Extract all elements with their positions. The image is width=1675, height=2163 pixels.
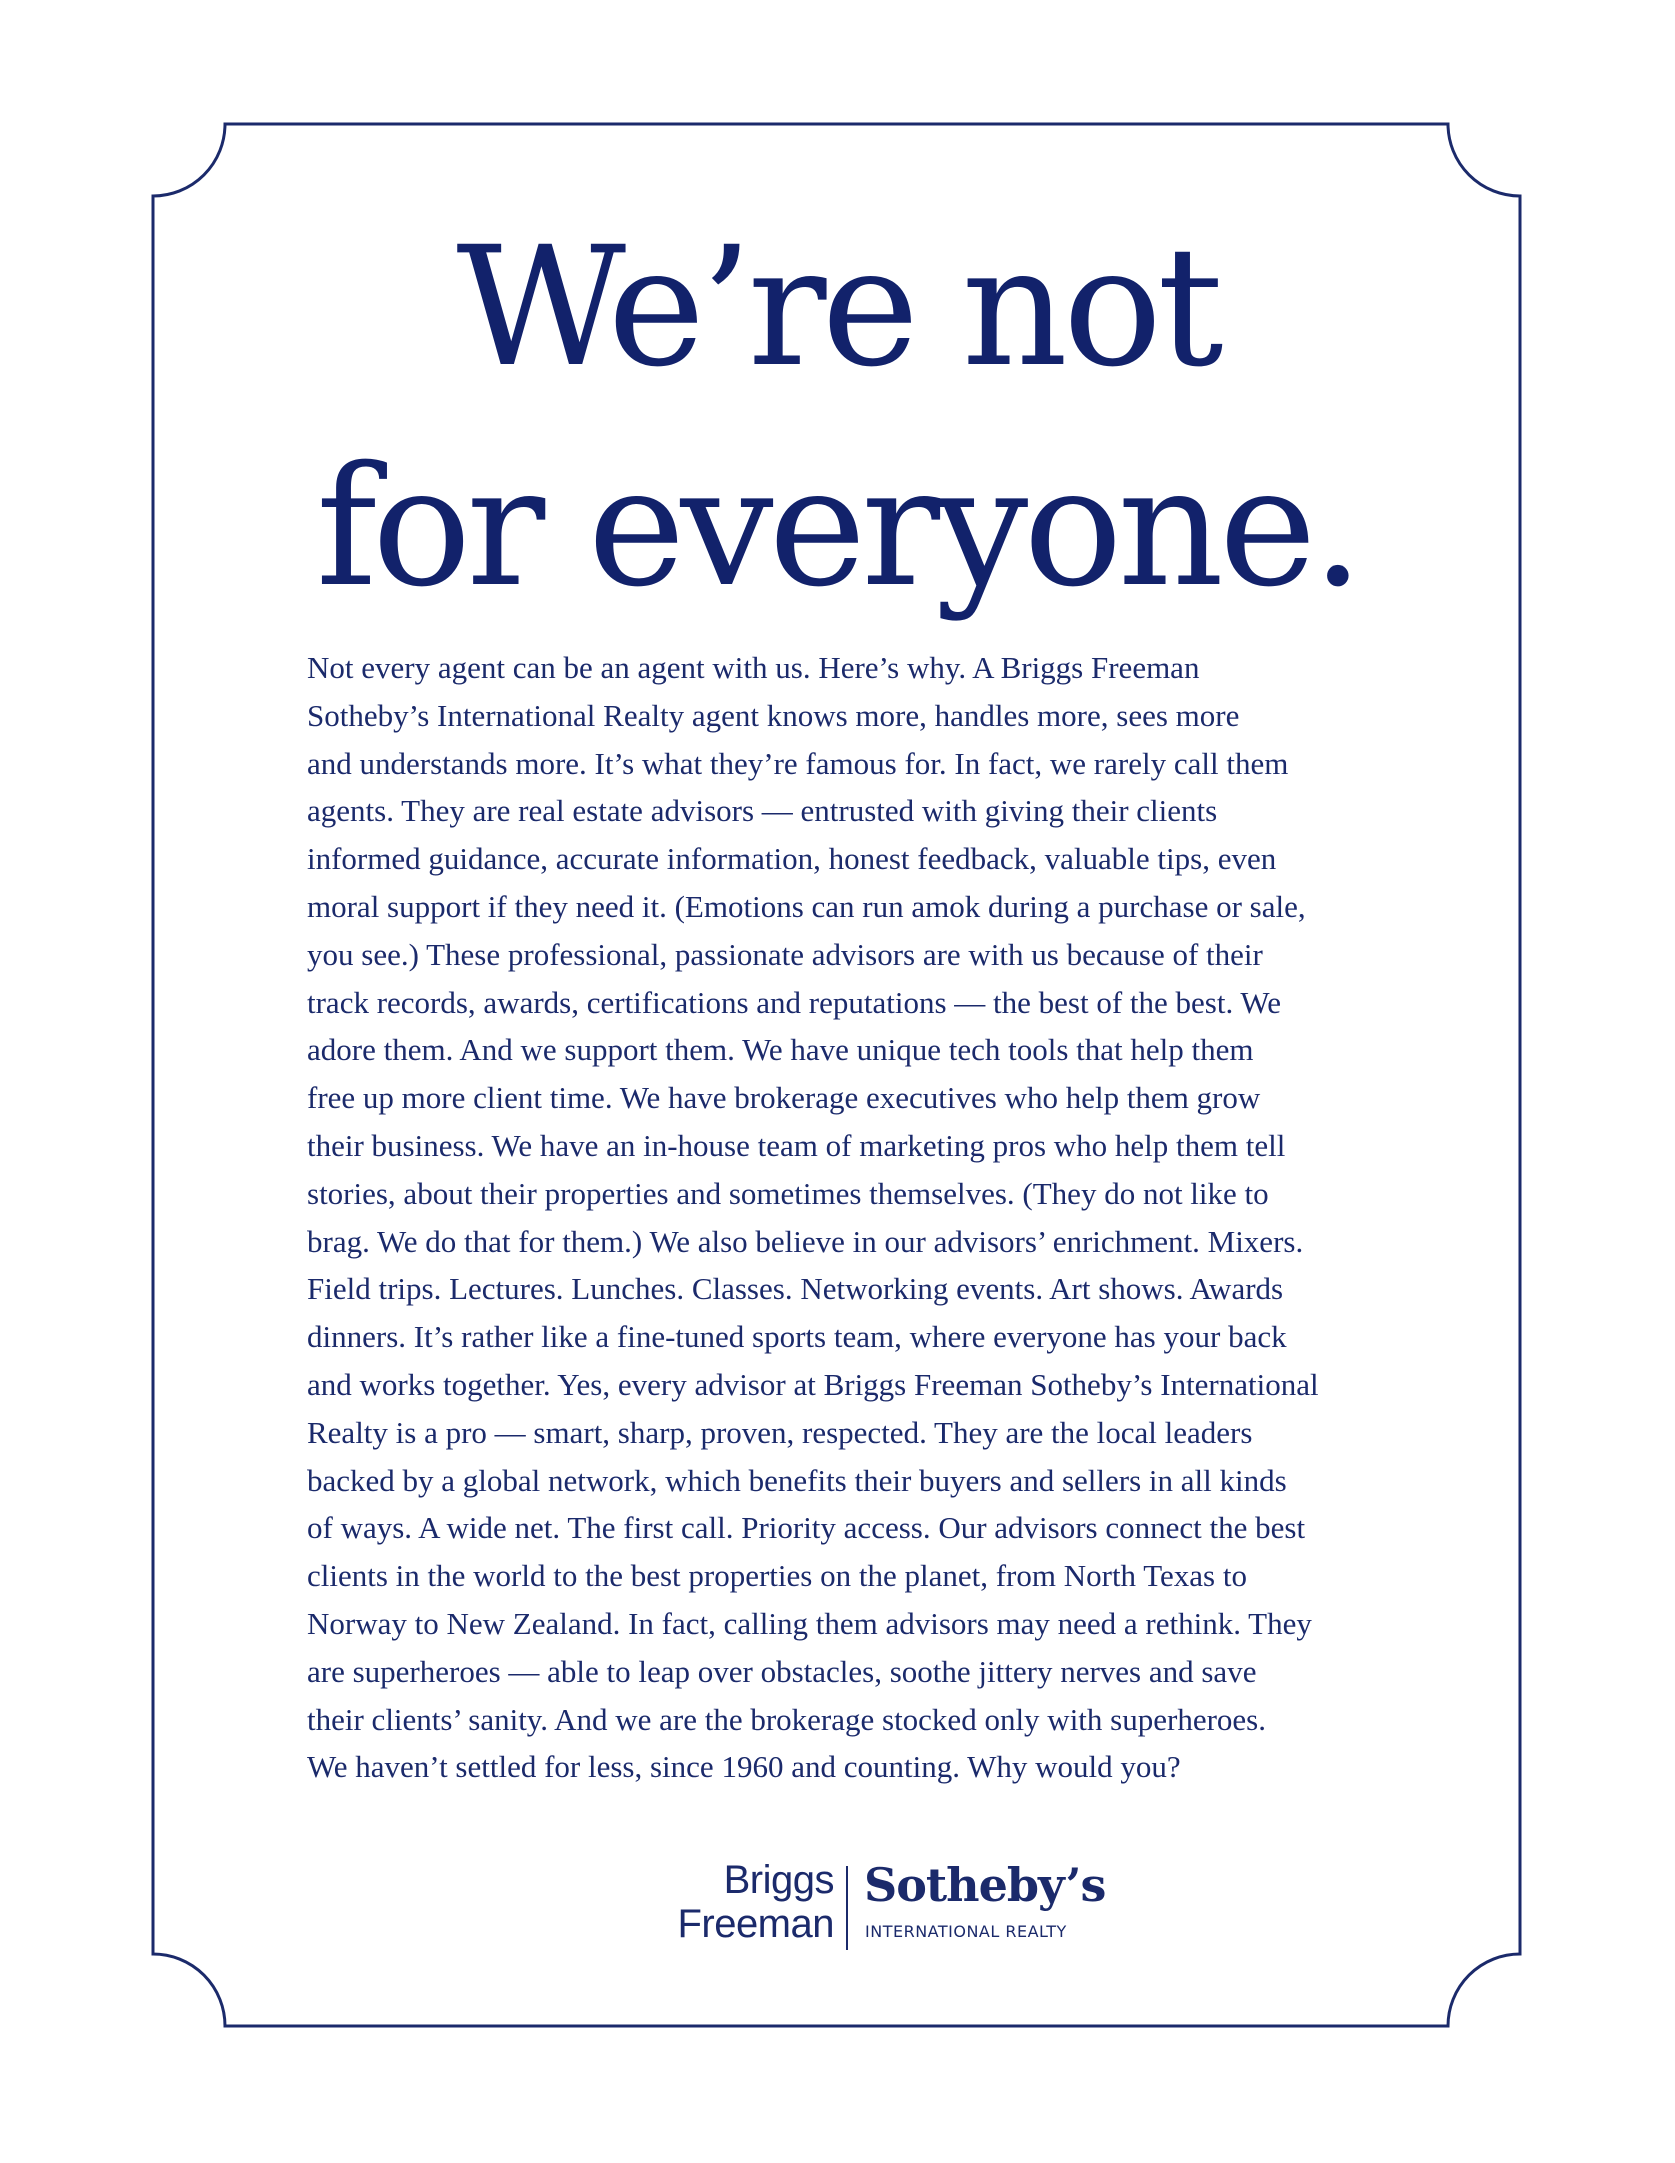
logo-freeman-text: Freeman: [677, 1902, 834, 1946]
body-line: are superheroes — able to leap over obstacles, soothe jittery nerves and save: [307, 1653, 1257, 1689]
body-line: We haven’t settled for less, since 1960 and counting. Why would you?: [307, 1749, 1181, 1785]
headline-line-2: for everyone.: [315, 431, 1360, 623]
body-line: their clients’ sanity. And we are the brokerage stocked only with superheroes.: [307, 1701, 1266, 1737]
body-line: free up more client time. We have brokerage executives who help them grow: [307, 1080, 1261, 1116]
body-line: agents. They are real estate advisors — entrusted with giving their clients: [307, 793, 1218, 829]
body-line: moral support if they need it. (Emotions can run amok during a purchase or sale,: [307, 888, 1306, 924]
logo-briggs-freeman-wordmark: [677, 1858, 834, 1946]
body-line: Not every agent can be an agent with us. Here’s why. A Briggs Freeman: [307, 650, 1200, 685]
logo-briggs-text: Briggs: [723, 1858, 834, 1902]
body-line: track records, awards, certifications and reputations — the best of the best. We: [307, 984, 1281, 1020]
body-line: Norway to New Zealand. In fact, calling them advisors may need a rethink. They: [307, 1605, 1312, 1641]
body-line: dinners. It’s rather like a fine-tuned sports team, where everyone has your back: [307, 1319, 1287, 1355]
logo-divider: [846, 1866, 848, 1950]
body-line: brag. We do that for them.) We also believe in our advisors’ enrichment. Mixers.: [307, 1223, 1304, 1259]
body-line: clients in the world to the best properties on the planet, from North Texas to: [307, 1558, 1247, 1594]
headline-line-1: We’re not: [456, 211, 1219, 403]
body-line: their business. We have an in-house team of marketing pros who help them tell: [307, 1127, 1286, 1163]
body-line: you see.) These professional, passionate advisors are with us because of their: [307, 936, 1263, 972]
logo-sothebys-wordmark: Sotheby’s: [864, 1858, 1106, 1912]
body-copy: [307, 644, 1387, 1791]
body-line: stories, about their properties and sometimes themselves. (They do not like to: [307, 1175, 1269, 1211]
body-line: Field trips. Lectures. Lunches. Classes. Networking events. Art shows. Awards: [307, 1271, 1284, 1307]
body-line: of ways. A wide net. The first call. Priority access. Our advisors connect the best: [307, 1510, 1306, 1546]
body-line: and understands more. It’s what they’re famous for. In fact, we rarely call them: [307, 745, 1289, 781]
body-line: and works together. Yes, every advisor at Briggs Freeman Sotheby’s International: [307, 1366, 1319, 1402]
body-line: backed by a global network, which benefits their buyers and sellers in all kinds: [307, 1462, 1287, 1498]
body-line: Sotheby’s International Realty agent knows more, handles more, sees more: [307, 697, 1240, 733]
body-line: adore them. And we support them. We have unique tech tools that help them: [307, 1032, 1254, 1068]
body-line: Realty is a pro — smart, sharp, proven, respected. They are the local leaders: [307, 1414, 1253, 1450]
body-line: informed guidance, accurate information, honest feedback, valuable tips, even: [307, 841, 1277, 877]
briggs-freeman-sothebys-logo: [620, 1858, 1106, 1958]
logo-international-realty-text: INTERNATIONAL REALTY: [865, 1922, 1067, 1941]
